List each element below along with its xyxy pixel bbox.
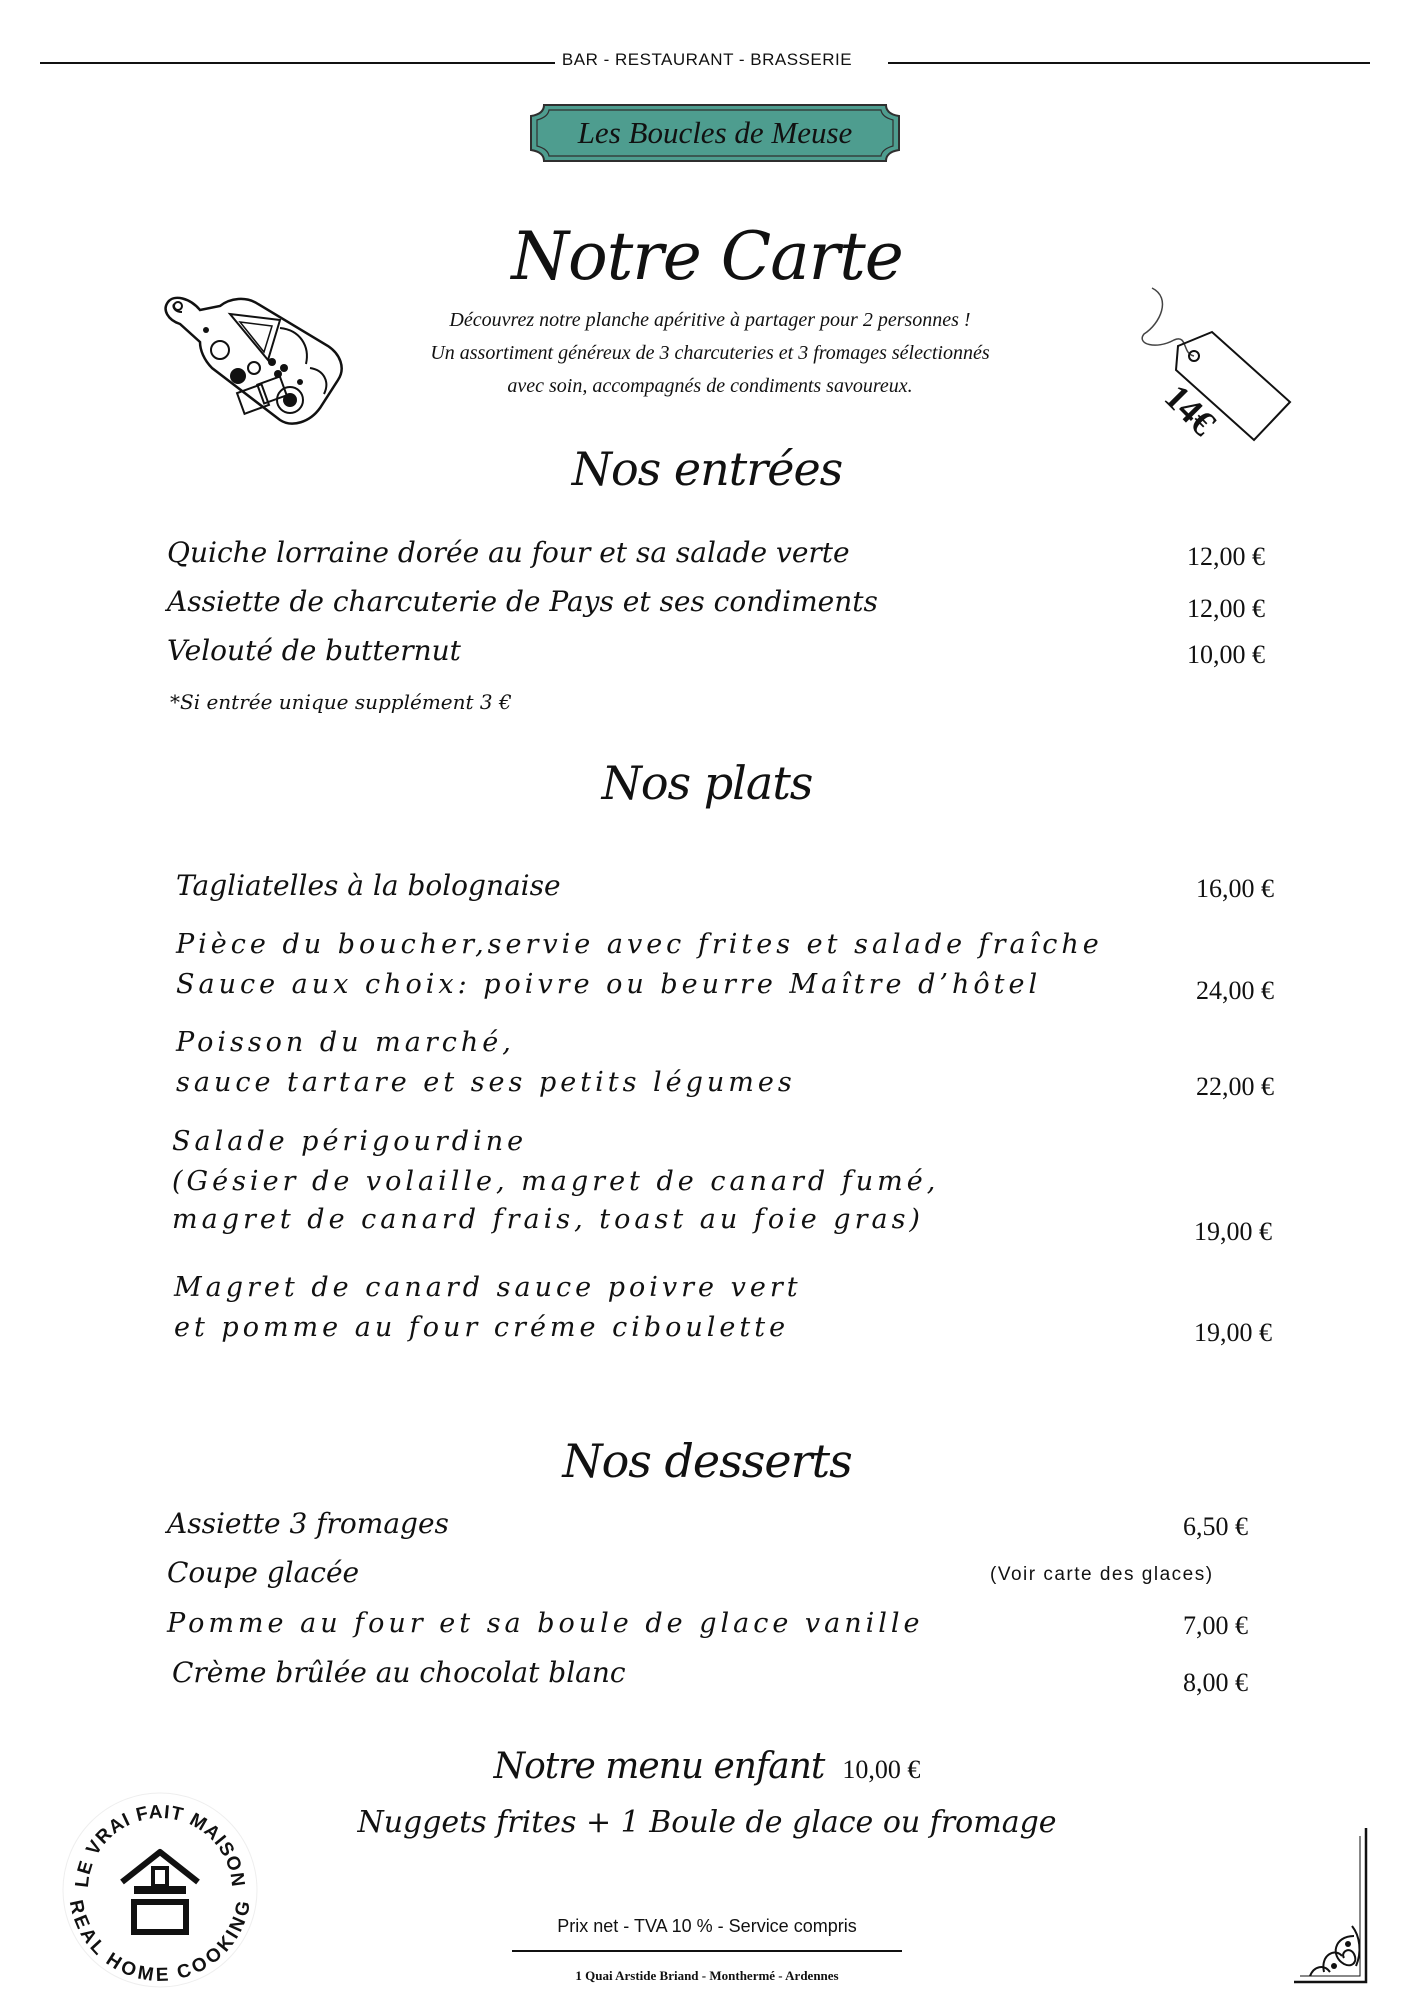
dessert-item-name: Crème brûlée au chocolat blanc xyxy=(172,1656,626,1689)
corner-ornament-icon xyxy=(1290,1826,1370,1986)
plat-item-price: 22,00 € xyxy=(1196,1072,1274,1101)
section-title-entrees: Nos entrées xyxy=(571,442,843,496)
dessert-item-price: 8,00 € xyxy=(1183,1668,1248,1697)
entree-item-name: Assiette de charcuterie de Pays et ses condiments xyxy=(167,585,878,618)
footer-rule xyxy=(512,1950,902,1952)
dessert-item-name: Pomme au four et sa boule de glace vanille xyxy=(167,1608,924,1639)
dessert-item-name: Assiette 3 fromages xyxy=(167,1507,449,1540)
entree-supplement-note: *Si entrée unique supplément 3 € xyxy=(170,690,512,714)
dessert-item-price: 7,00 € xyxy=(1183,1611,1248,1640)
tagline: BAR - RESTAURANT - BRASSERIE xyxy=(561,50,853,69)
platter-description xyxy=(380,304,1040,403)
entree-item-price: 12,00 € xyxy=(1187,594,1265,623)
brand-banner xyxy=(530,104,900,162)
section-title-desserts: Nos desserts xyxy=(562,1434,852,1488)
entree-item-price: 12,00 € xyxy=(1187,542,1265,571)
entree-item-name: Velouté de butternut xyxy=(167,634,461,667)
intro-line-1: Découvrez notre planche apéritive à partager pour 2 personnes ! xyxy=(449,309,971,331)
kids-menu-heading xyxy=(0,1746,1414,1787)
kids-menu-content: Nuggets frites + 1 Boule de glace ou fromage xyxy=(357,1805,1057,1840)
entree-item-price: 10,00 € xyxy=(1187,640,1265,669)
badge-top-text: LE VRAI FAIT MAISON xyxy=(71,1801,249,1889)
plat-item-price: 19,00 € xyxy=(1194,1318,1272,1347)
page-title: Notre Carte xyxy=(511,218,903,295)
plat-item-name: Poisson du marché, xyxy=(176,1027,515,1058)
plat-item-detail: Sauce aux choix: poivre ou beurre Maître d’hôtel xyxy=(176,969,1042,1000)
brand-name: Les Boucles de Meuse xyxy=(577,115,853,150)
dessert-item-name: Coupe glacée xyxy=(167,1556,360,1589)
charcuterie-board-icon xyxy=(160,290,350,430)
intro-line-3: avec soin, accompagnés de condiments savoureux. xyxy=(507,375,913,397)
plat-item-detail: (Gésier de volaille, magret de canard fumé, xyxy=(172,1166,940,1197)
section-title-plats: Nos plats xyxy=(601,756,813,810)
plat-item-detail: magret de canard frais, toast au foie gras) xyxy=(172,1204,924,1235)
address: 1 Quai Arstide Briand - Monthermé - Ardennes xyxy=(575,1968,839,1983)
tax-info: Prix net - TVA 10 % - Service compris xyxy=(557,1916,857,1936)
kids-menu-title: Notre menu enfant xyxy=(493,1746,825,1787)
header-rule-right xyxy=(888,62,1370,64)
entree-item-name: Quiche lorraine dorée au four et sa salade verte xyxy=(167,536,850,569)
plat-item-detail: sauce tartare et ses petits légumes xyxy=(176,1067,796,1098)
badge-bottom-text: REAL HOME COOKING xyxy=(64,1898,256,1986)
plat-item-name: Salade périgourdine xyxy=(172,1126,528,1157)
dessert-item-price-note: (Voir carte des glaces) xyxy=(990,1564,1214,1585)
price-tag-value: 14€ xyxy=(1157,376,1224,444)
home-cooking-badge xyxy=(60,1790,260,1990)
plat-item-price: 24,00 € xyxy=(1196,976,1274,1005)
plat-item-price: 16,00 € xyxy=(1196,874,1274,903)
plat-item-price: 19,00 € xyxy=(1194,1217,1272,1246)
plat-item-name: Pièce du boucher,servie avec frites et salade fraîche xyxy=(176,929,1103,960)
plat-item-detail: et pomme au four créme ciboulette xyxy=(174,1312,790,1343)
kids-menu-price: 10,00 € xyxy=(842,1755,921,1784)
plat-item-name: Magret de canard sauce poivre vert xyxy=(174,1272,802,1303)
dessert-item-price: 6,50 € xyxy=(1183,1512,1248,1541)
intro-line-2: Un assortiment généreux de 3 charcuteries et 3 fromages sélectionnés xyxy=(430,342,990,364)
plat-item-name: Tagliatelles à la bolognaise xyxy=(176,869,561,902)
